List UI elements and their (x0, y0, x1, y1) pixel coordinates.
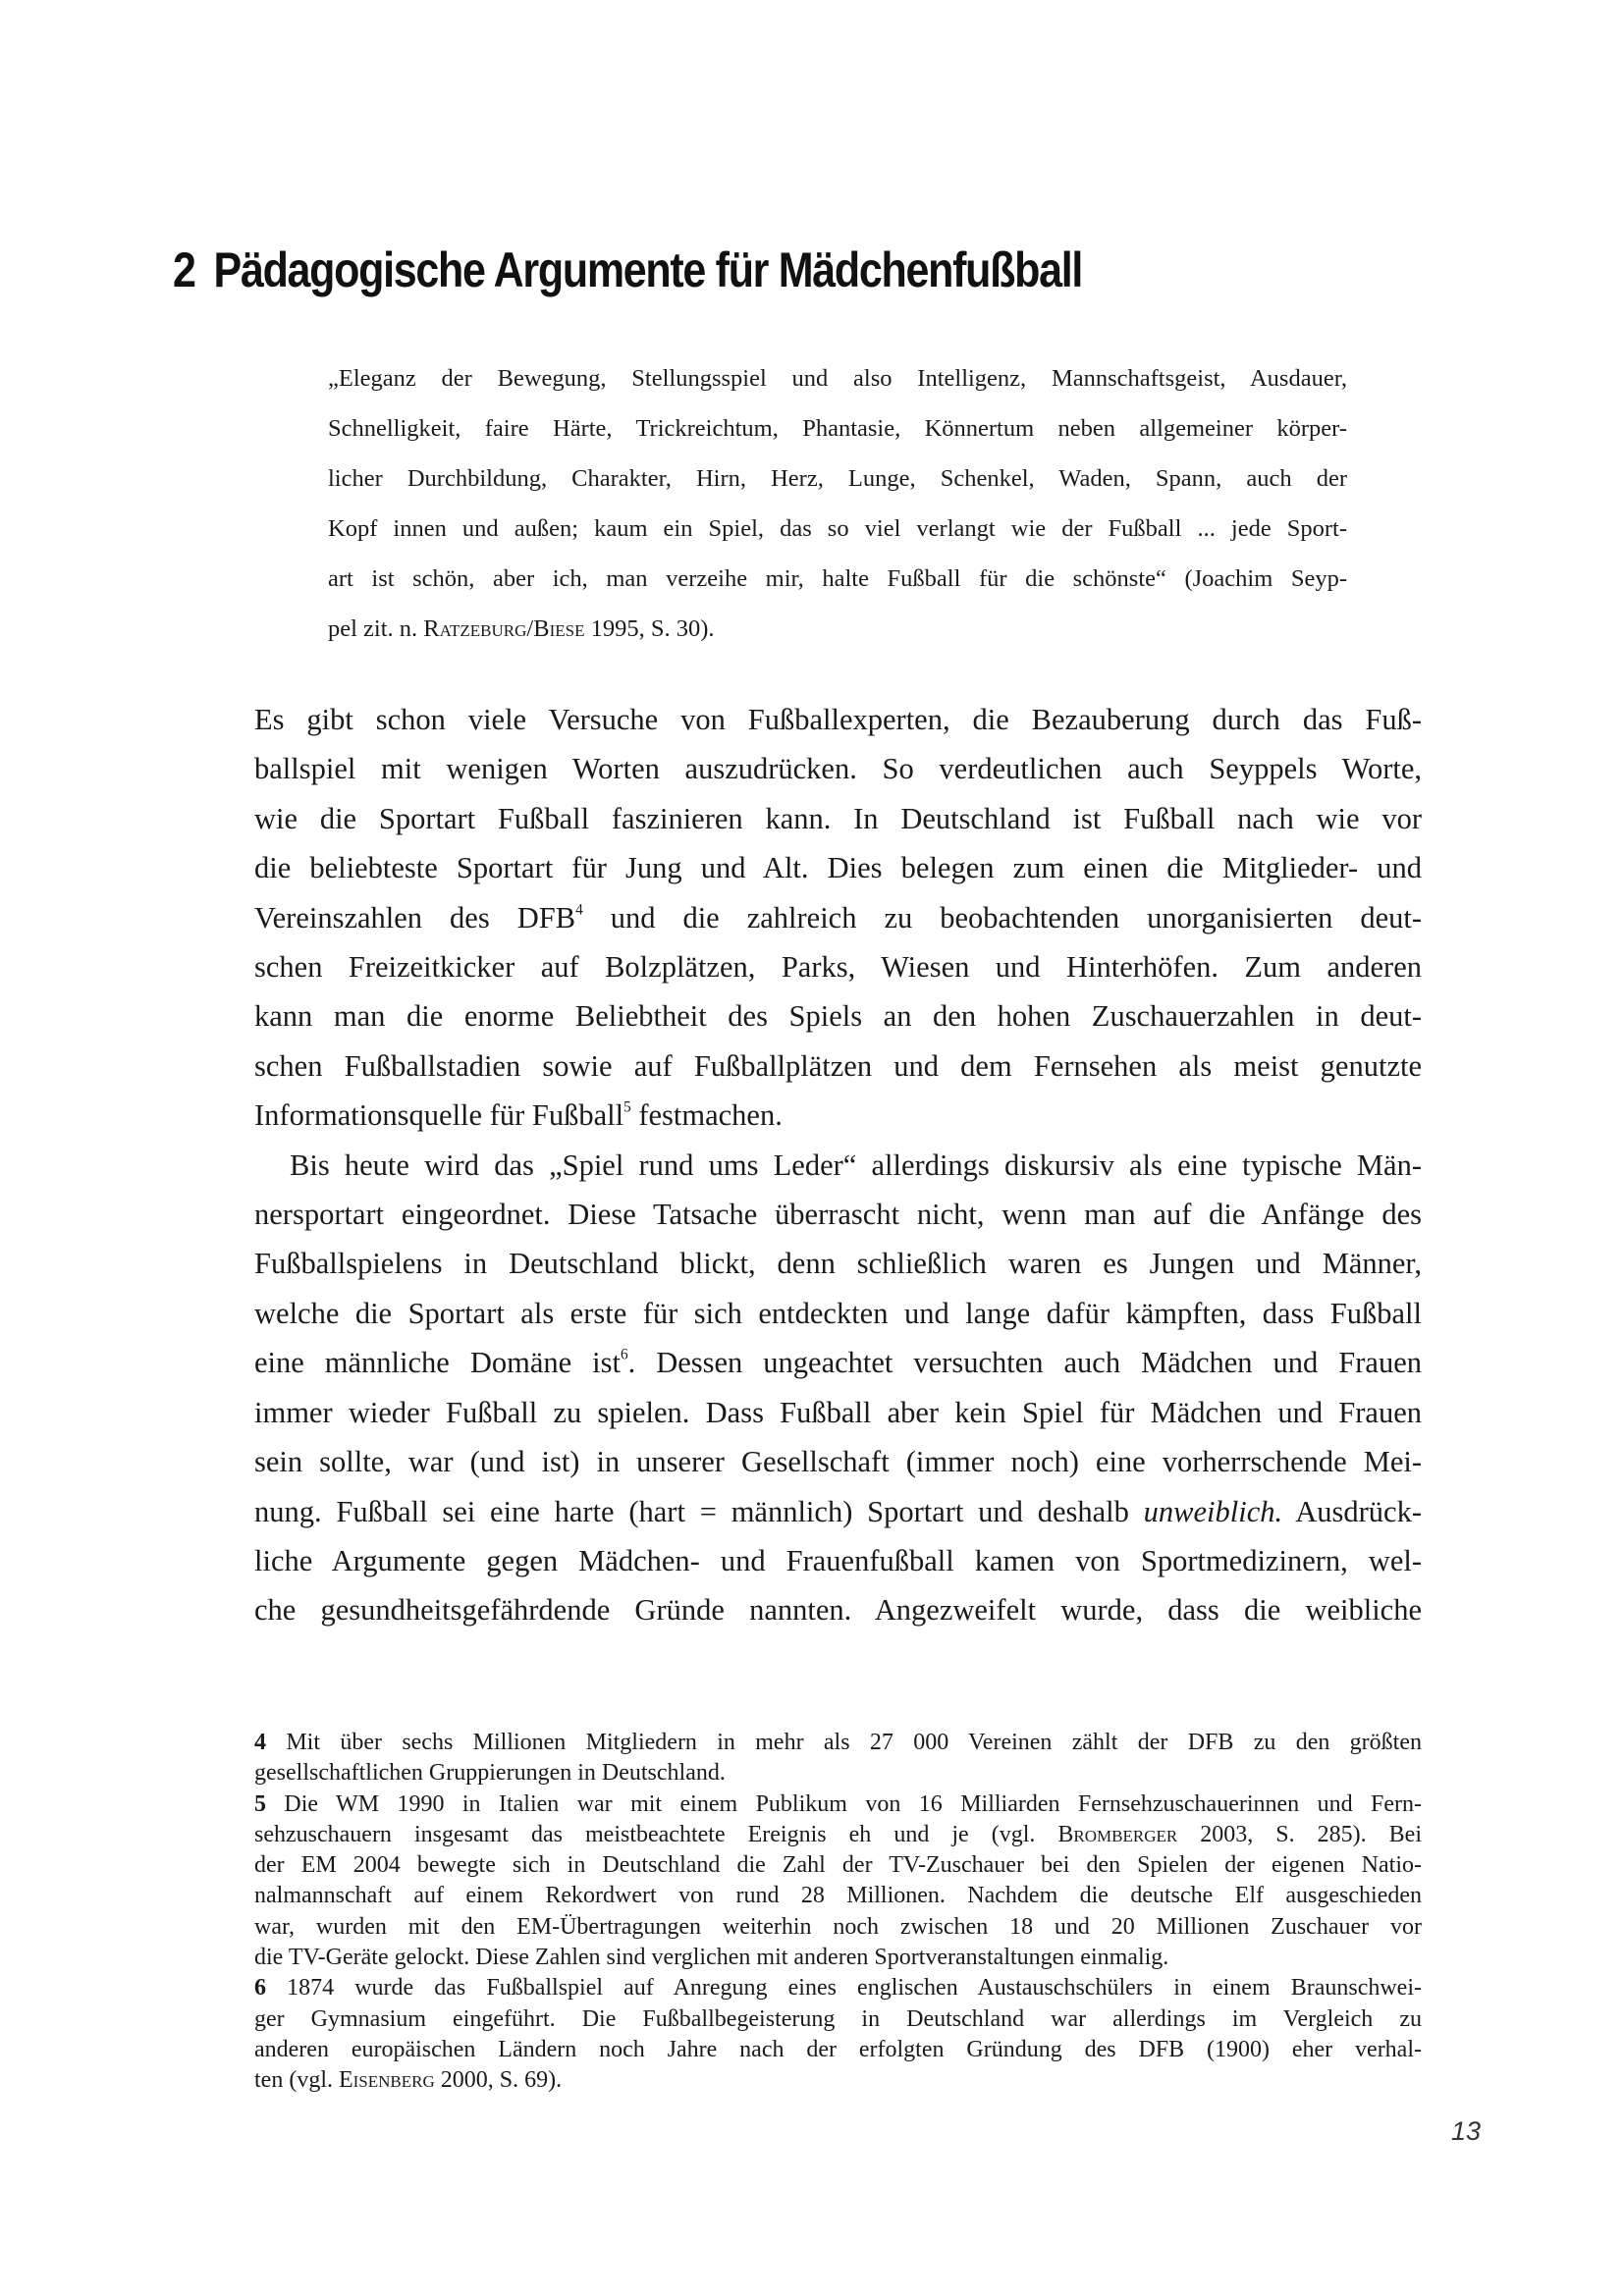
text-run: Schnelligkeit, faire Härte, Trickreichtum, Phantasie, Könnertum neben allgemeiner körper- (328, 415, 1347, 442)
text-run: festmachen. (630, 1098, 783, 1133)
text-line (254, 1487, 1422, 1536)
text-line (254, 1728, 1422, 1758)
text-line (328, 353, 1347, 403)
text-run: 2000, S. 69). (434, 2067, 563, 2094)
text-line (328, 403, 1347, 454)
text-run: anderen europäischen Ländern noch Jahre nach der erfolgten Gründung des DFB (1900) eher verhal- (254, 2036, 1422, 2062)
text-line (254, 744, 1422, 793)
text-line (254, 1912, 1422, 1943)
text-line (254, 2065, 1422, 2096)
text-run: 2003, S. 285). Bei (1177, 1821, 1423, 1847)
text-line (254, 1973, 1422, 2003)
footnote-reference[interactable]: 6 (620, 1346, 628, 1363)
text-line (328, 554, 1347, 604)
text-run: kann man die enorme Beliebtheit des Spiels an den hohen Zuschauerzahlen in deut- (254, 999, 1422, 1034)
emphasis: unweiblich. (1143, 1494, 1283, 1528)
text-run: pel zit. n. (328, 615, 424, 642)
text-line (254, 942, 1422, 991)
text-run: che gesundheitsgefährdende Gründe nannten. Angezweifelt wurde, dass die weibliche (254, 1593, 1422, 1628)
text-run: Vereinszahlen des DFB (254, 900, 576, 934)
paragraph (254, 1141, 1422, 1635)
text-line (254, 1388, 1422, 1437)
text-run: nalmannschaft auf einem Rekordwert von rund 28 Millionen. Nachdem die deutsche Elf ausgeschieden (254, 1883, 1422, 1909)
text-run: Die WM 1990 in Italien war mit einem Publikum von 16 Milliarden Fernsehzuschauerinnen und Fern- (266, 1790, 1422, 1817)
text-line (254, 1338, 1422, 1387)
text-run: Informationsquelle für Fußball (254, 1098, 624, 1133)
chapter-heading (173, 241, 1082, 298)
text-line (254, 1239, 1422, 1288)
text-run: licher Durchbildung, Charakter, Hirn, Herz, Lunge, Schenkel, Waden, Spann, auch der (328, 465, 1347, 492)
block-quote (328, 353, 1347, 654)
text-run: sein sollte, war (und ist) in unserer Gesellschaft (immer noch) eine vorherrschende Mei- (254, 1445, 1422, 1479)
text-run: gesellschaftlichen Gruppierungen in Deutschland. (254, 1760, 726, 1787)
text-line (254, 991, 1422, 1041)
text-line (254, 1820, 1422, 1850)
chapter-number: 2 (173, 242, 195, 297)
text-run: der EM 2004 bewegte sich in Deutschland die Zahl der TV-Zuschauer bei den Spielen der eigenen Natio- (254, 1852, 1422, 1879)
footnote-reference[interactable]: 5 (623, 1098, 631, 1116)
text-run: Fußballspielens in Deutschland blickt, denn schließlich waren es Jungen und Männer, (254, 1247, 1422, 1281)
footnote (254, 1789, 1422, 1974)
text-run: nersportart eingeordnet. Diese Tatsache überrascht nicht, wenn man auf die Anfänge des (254, 1198, 1422, 1232)
text-line (254, 1041, 1422, 1091)
text-line (254, 1943, 1422, 1973)
footnote (254, 1973, 1422, 2096)
footnote-number: 4 (254, 1730, 266, 1755)
text-run: war, wurden mit den EM-Übertragungen weiterhin noch zwischen 18 und 20 Millionen Zuschauer vor (254, 1913, 1422, 1940)
text-line (254, 843, 1422, 892)
text-line (254, 1141, 1422, 1190)
citation-author: Bromberger (1057, 1821, 1178, 1847)
text-line (254, 2004, 1422, 2035)
text-run: welche die Sportart als erste für sich entdeckten und lange dafür kämpften, dass Fußball (254, 1296, 1422, 1330)
text-run: ger Gymnasium eingeführt. Die Fußballbegeisterung in Deutschland war allerdings im Vergleich zu (254, 2005, 1422, 2032)
footnote-number: 6 (254, 1975, 266, 2002)
text-line (254, 1091, 1422, 1140)
text-run: 1995, S. 30). (584, 615, 715, 642)
text-run: die TV-Geräte gelockt. Diese Zahlen sind verglichen mit anderen Sportveranstaltungen einmalig. (254, 1945, 1169, 1971)
text-run: nung. Fußball sei eine harte (hart = männlich) Sportart und deshalb (254, 1494, 1144, 1528)
text-line (254, 1789, 1422, 1820)
text-line (328, 454, 1347, 504)
text-run: Mit über sechs Millionen Mitgliedern in mehr als 27 000 Vereinen zählt der DFB zu den größten (266, 1730, 1422, 1755)
text-run: Es gibt schon viele Versuche von Fußballexperten, die Bezauberung durch das Fuß- (254, 703, 1422, 736)
text-line (328, 504, 1347, 554)
text-run: immer wieder Fußball zu spielen. Dass Fußball aber kein Spiel für Mädchen und Frauen (254, 1395, 1422, 1429)
text-line (254, 1850, 1422, 1881)
text-run: schen Freizeitkicker auf Bolzplätzen, Parks, Wiesen und Hinterhöfen. Zum anderen (254, 950, 1422, 985)
text-run: Kopf innen und außen; kaum ein Spiel, das so viel verlangt wie der Fußball ... jede Sport- (328, 515, 1347, 542)
page-number: 13 (1451, 2116, 1482, 2146)
text-run: die beliebteste Sportart für Jung und Alt. Dies belegen zum einen die Mitglieder- und (254, 851, 1422, 885)
text-run: „Eleganz der Bewegung, Stellungsspiel und also Intelligenz, Mannschaftsgeist, Ausdauer, (328, 365, 1347, 392)
text-run: liche Argumente gegen Mädchen- und Frauenfußball kamen von Sportmedizinern, wel- (254, 1543, 1422, 1577)
text-line (254, 695, 1422, 744)
paragraph (254, 695, 1422, 1141)
chapter-title: Pädagogische Argumente für Mädchenfußball (213, 242, 1083, 297)
text-run: eine männliche Domäne ist (254, 1346, 621, 1380)
text-run: ten (vgl. (254, 2067, 339, 2094)
text-line (254, 1758, 1422, 1789)
footnotes (254, 1728, 1422, 2097)
body-text (254, 695, 1422, 1635)
footnote (254, 1728, 1422, 1789)
text-run: Bis heute wird das „Spiel rund ums Leder“ allerdings diskursiv als eine typische Män- (290, 1148, 1422, 1182)
text-run: Ausdrück- (1282, 1494, 1422, 1528)
text-run: art ist schön, aber ich, man verzeihe mir, halte Fußball für die schönste“ (Joachim Seyp- (328, 565, 1347, 592)
text-line (254, 2035, 1422, 2065)
text-run: und die zahlreich zu beobachtenden unorganisierten deut- (582, 900, 1423, 934)
footnote-number: 5 (254, 1790, 266, 1817)
text-line (254, 1437, 1422, 1486)
citation-author: Eisenberg (338, 2067, 435, 2094)
text-line (254, 1190, 1422, 1239)
text-line (254, 1289, 1422, 1338)
text-line (254, 893, 1422, 942)
text-line (254, 1881, 1422, 1911)
text-run: wie die Sportart Fußball faszinieren kann. In Deutschland ist Fußball nach wie vor (254, 801, 1422, 835)
text-line (328, 604, 1347, 654)
text-line (254, 1585, 1422, 1634)
text-run: . Dessen ungeachtet versuchten auch Mädchen und Frauen (627, 1346, 1422, 1380)
text-run: schen Fußballstadien sowie auf Fußballplätzen und dem Fernsehen als meist genutzte (254, 1048, 1422, 1083)
text-line (254, 794, 1422, 843)
text-run: 1874 wurde das Fußballspiel auf Anregung eines englischen Austauschschülers in einem Braunschwei- (266, 1975, 1422, 2002)
citation-author: Ratzeburg/Biese (423, 615, 585, 642)
text-run: sehzuschauern insgesamt das meistbeachtete Ereignis eh und je (vgl. (254, 1821, 1058, 1847)
text-run: ballspiel mit wenigen Worten auszudrücken. So verdeutlichen auch Seyppels Worte, (254, 752, 1422, 786)
text-line (254, 1536, 1422, 1585)
footnote-reference[interactable]: 4 (575, 900, 583, 918)
